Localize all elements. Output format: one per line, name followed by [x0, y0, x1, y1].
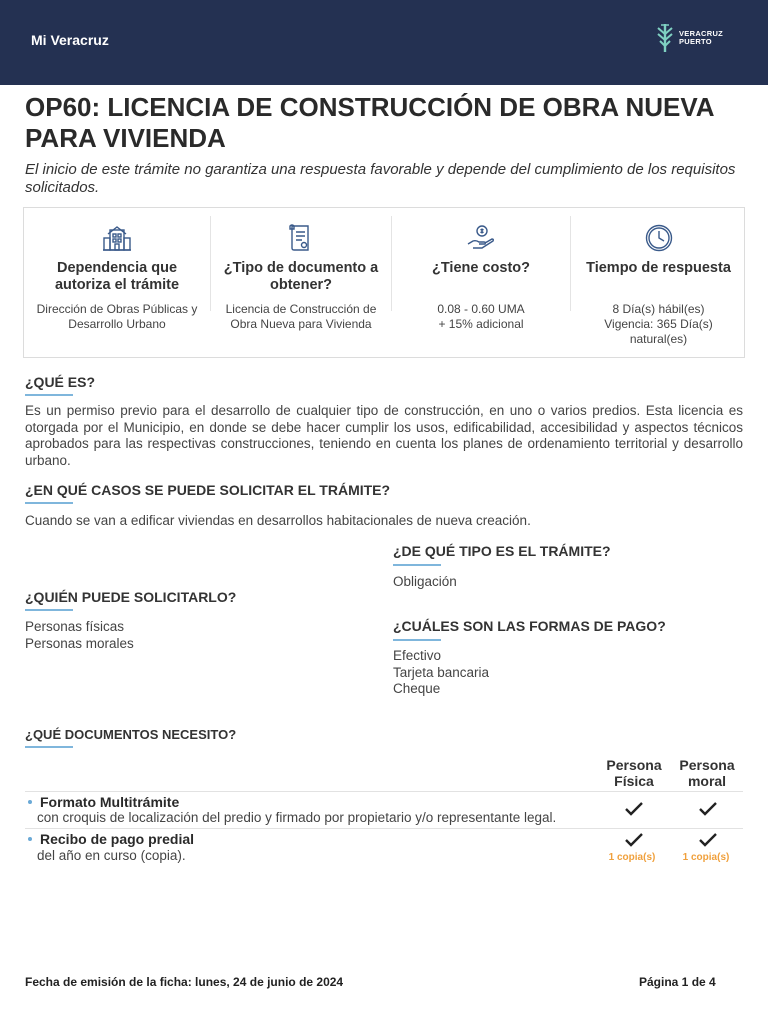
heading-underline	[25, 394, 73, 396]
list-item: Cheque	[393, 681, 441, 696]
section-heading-pago: ¿CUÁLES SON LAS FORMAS DE PAGO?	[393, 618, 666, 634]
info-dependencia	[24, 208, 210, 359]
logo-line2: PUERTO	[679, 37, 712, 46]
heading-underline	[25, 502, 73, 504]
column-header-line: Física	[614, 773, 654, 789]
check-icon	[698, 801, 718, 817]
list-item: Personas físicas	[25, 619, 125, 634]
info-heading: Tiempo de respuesta	[586, 260, 731, 276]
copies-badge: 1 copia(s)	[608, 852, 656, 863]
check-icon	[624, 832, 644, 848]
logo-mark-icon	[655, 22, 675, 54]
info-value-line: Vigencia: 365 Día(s) natural(es)	[604, 317, 713, 346]
section-heading-quien: ¿QUIÉN PUEDE SOLICITARLO?	[25, 589, 237, 605]
info-heading: ¿Tiene costo?	[431, 260, 531, 276]
heading-underline	[393, 564, 441, 566]
section-heading-documentos: ¿QUÉ DOCUMENTOS NECESITO?	[25, 727, 237, 742]
column-header-persona-fisica	[598, 757, 670, 789]
info-tiempo	[571, 208, 746, 359]
quien-list	[25, 619, 134, 652]
column-header-line: Persona	[679, 757, 735, 773]
list-item: Tarjeta bancaria	[393, 664, 490, 680]
logo-text	[679, 30, 723, 46]
footer-fecha: Fecha de emisión de la ficha: lunes, 24 de junio de 2024	[25, 975, 344, 989]
section-heading-tipo: ¿DE QUÉ TIPO ES EL TRÁMITE?	[393, 543, 611, 559]
casos-text: Cuando se van a edificar viviendas en desarrollos habitacionales de nueva creación.	[25, 513, 531, 528]
document-icon	[285, 222, 317, 254]
veracruz-puerto-logo[interactable]	[655, 22, 735, 56]
tipo-text: Obligación	[393, 574, 457, 589]
column-header-persona-moral	[671, 757, 743, 789]
info-heading: Dependencia que autoriza el trámite	[54, 260, 180, 293]
info-value-line: 8 Día(s) hábil(es)	[612, 302, 705, 316]
info-tipo-documento	[211, 208, 391, 359]
list-item: Efectivo	[393, 648, 442, 663]
info-value-line: 0.08 - 0.60 UMA	[437, 302, 525, 316]
info-costo	[392, 208, 570, 359]
bullet-icon	[28, 837, 32, 841]
footer-pagina: Página 1 de 4	[639, 975, 716, 989]
check-icon	[698, 832, 718, 848]
info-value: Licencia de Construcción de Obra Nueva para Vivienda	[225, 302, 377, 331]
info-heading: ¿Tipo de documento a obtener?	[223, 260, 379, 293]
info-value	[396, 302, 566, 332]
section-heading-que-es: ¿QUÉ ES?	[25, 374, 96, 390]
column-header-line: Persona	[606, 757, 662, 773]
section-heading-casos: ¿EN QUÉ CASOS SE PUEDE SOLICITAR EL TRÁMITE?	[25, 482, 391, 498]
summary-info-box	[23, 207, 745, 358]
pago-list	[393, 648, 489, 698]
info-value: Dirección de Obras Públicas y Desarrollo Urbano	[36, 302, 198, 331]
heading-underline	[393, 639, 441, 641]
clock-icon	[643, 222, 675, 254]
heading-underline	[25, 609, 73, 611]
hand-money-icon	[465, 222, 497, 254]
document-name: Formato Multitrámite	[40, 794, 180, 810]
top-header-bar	[0, 0, 768, 85]
table-divider	[25, 828, 743, 829]
building-icon	[101, 222, 133, 254]
table-divider	[25, 791, 743, 792]
document-name: Recibo de pago predial	[40, 831, 195, 847]
column-header-line: moral	[687, 773, 727, 789]
info-value	[575, 302, 742, 347]
logo-line1: VERACRUZ	[679, 29, 724, 38]
check-icon	[624, 801, 644, 817]
document-description: del año en curso (copia).	[37, 848, 186, 863]
heading-underline	[25, 746, 73, 748]
page-subtitle: El inicio de este trámite no garantiza una respuesta favorable y depende del cumplimiento de los requisitos solicitados.	[25, 161, 736, 196]
copies-badge: 1 copia(s)	[682, 852, 730, 863]
page-title: OP60: LICENCIA DE CONSTRUCCIÓN DE OBRA NUEVA PARA VIVIENDA	[25, 92, 714, 153]
info-value-line: + 15% adicional	[438, 317, 524, 331]
list-item: Personas morales	[25, 635, 134, 651]
brand-link[interactable]: Mi Veracruz	[31, 32, 109, 48]
que-es-text: Es un permiso previo para el desarrollo de cualquier tipo de construcción, en uno o varios predios. Esta licencia es otorgada por el Municipio, en donde se debe hacer cumplir los usos, edificabilidad, accesibilidad y aspectos técnicos aprobados para las respectivas construcciones, teniendo en cuenta los planes de ordenamiento territorial y desarrollo urbano.	[25, 403, 743, 468]
bullet-icon	[28, 800, 32, 804]
document-description: con croquis de localización del predio y firmado por propietario y/o representante legal.	[37, 810, 557, 825]
